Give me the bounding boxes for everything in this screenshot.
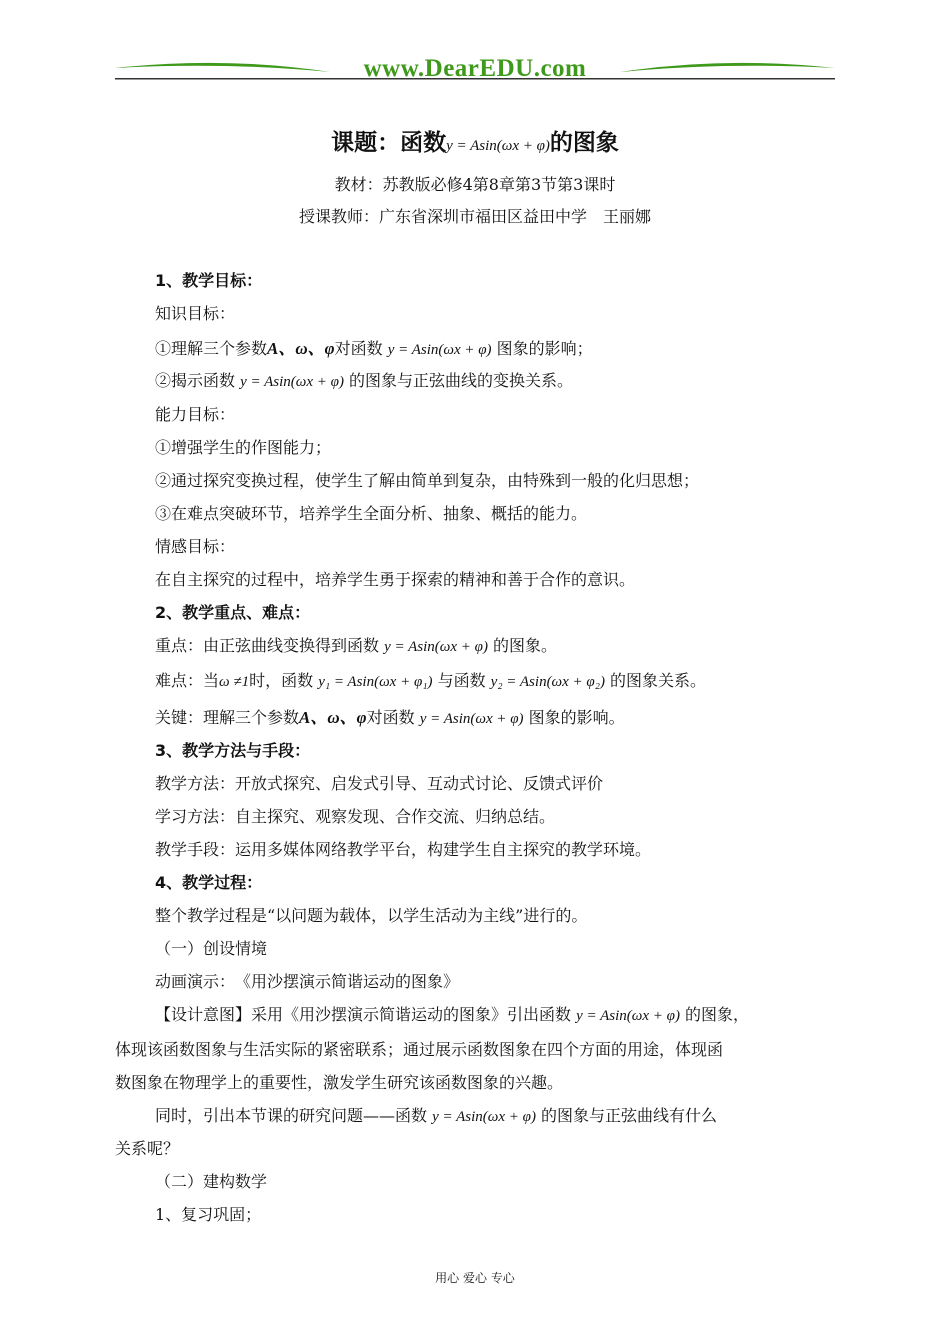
method-teaching: 教学方法：开放式探究、启发式引导、互动式讨论、反馈式评价 <box>155 774 604 793</box>
part-1-heading: （一）创设情境 <box>155 939 268 958</box>
knowledge-label: 知识目标： <box>155 304 236 323</box>
emotion-item-1: 在自主探究的过程中，培养学生勇于探索的精神和善于合作的意识。 <box>155 570 636 589</box>
method-learning: 学习方法：自主探究、观察发现、合作交流、归纳总结。 <box>155 807 556 826</box>
knowledge-item-1: ①理解三个参数A、ω、φ对函数 y = Asin(ωx + φ) 图象的影响； <box>155 339 593 358</box>
design-intent-line-1: 【设计意图】采用《用沙摆演示简谐运动的图象》引出函数 y = Asin(ωx + φ) 的图象， <box>155 1005 750 1024</box>
research-question-line-2: 关系呢？ <box>115 1139 180 1158</box>
ability-item-1: ①增强学生的作图能力； <box>155 438 332 457</box>
animation-demo: 动画演示： 《用沙摆演示简谐运动的图象》 <box>155 972 460 991</box>
process-intro: 整个教学过程是“以问题为载体，以学生活动为主线”进行的。 <box>155 906 588 925</box>
emotion-label: 情感目标： <box>155 537 236 556</box>
ability-item-3: ③在难点突破环节，培养学生全面分析、抽象、概括的能力。 <box>155 504 588 523</box>
design-intent-line-2: 体现该函数图象与生活实际的紧密联系；通过展示函数图象在四个方面的用途，体现函 <box>115 1040 724 1059</box>
page-header <box>115 54 835 84</box>
header-url[interactable]: www.DearEDU.com <box>363 55 587 82</box>
method-tools: 教学手段：运用多媒体网络教学平台，构建学生自主探究的教学环境。 <box>155 840 652 859</box>
critical-point: 关键：理解三个参数A、ω、φ对函数 y = Asin(ωx + φ) 图象的影响。 <box>155 708 625 727</box>
section-2-heading: 2、教学重点、难点： <box>155 603 311 622</box>
ability-label: 能力目标： <box>155 405 236 424</box>
review-item: 1、复习巩固； <box>155 1205 262 1224</box>
section-1-heading: 1、教学目标： <box>155 271 263 290</box>
knowledge-item-2: ②揭示函数 y = Asin(ωx + φ) 的图象与正弦曲线的变换关系。 <box>155 371 574 390</box>
title-formula: y = Asin(ωx + φ) <box>446 138 550 154</box>
page-footer: 用心 爱心 专心 <box>435 1271 515 1285</box>
page-title: 课题：函数y = Asin(ωx + φ)的图象 <box>331 130 619 156</box>
section-4-heading: 4、教学过程： <box>155 873 263 892</box>
teacher-info: 授课教师：广东省深圳市福田区益田中学 王丽娜 <box>298 207 651 226</box>
ability-item-2: ②通过探究变换过程，使学生了解由简单到复杂，由特殊到一般的化归思想； <box>155 471 700 490</box>
textbook-info: 教材：苏教版必修4第8章第3节第3课时 <box>334 175 616 194</box>
design-intent-line-3: 数图象在物理学上的重要性，激发学生研究该函数图象的兴趣。 <box>115 1073 564 1092</box>
key-point: 重点：由正弦曲线变换得到函数 y = Asin(ωx + φ) 的图象。 <box>155 636 558 655</box>
difficult-point: 难点：当ω ≠1时，函数 y₁ = Asin(ωx + φ₁) 与函数 y₂ = Asin(ωx + φ₂) 的图象关系。 <box>155 671 707 690</box>
part-2-heading: （二）建构数学 <box>155 1172 268 1191</box>
section-3-heading: 3、教学方法与手段： <box>155 741 311 760</box>
research-question-line-1: 同时，引出本节课的研究问题——函数 y = Asin(ωx + φ) 的图象与正弦曲线有什么 <box>155 1106 718 1125</box>
